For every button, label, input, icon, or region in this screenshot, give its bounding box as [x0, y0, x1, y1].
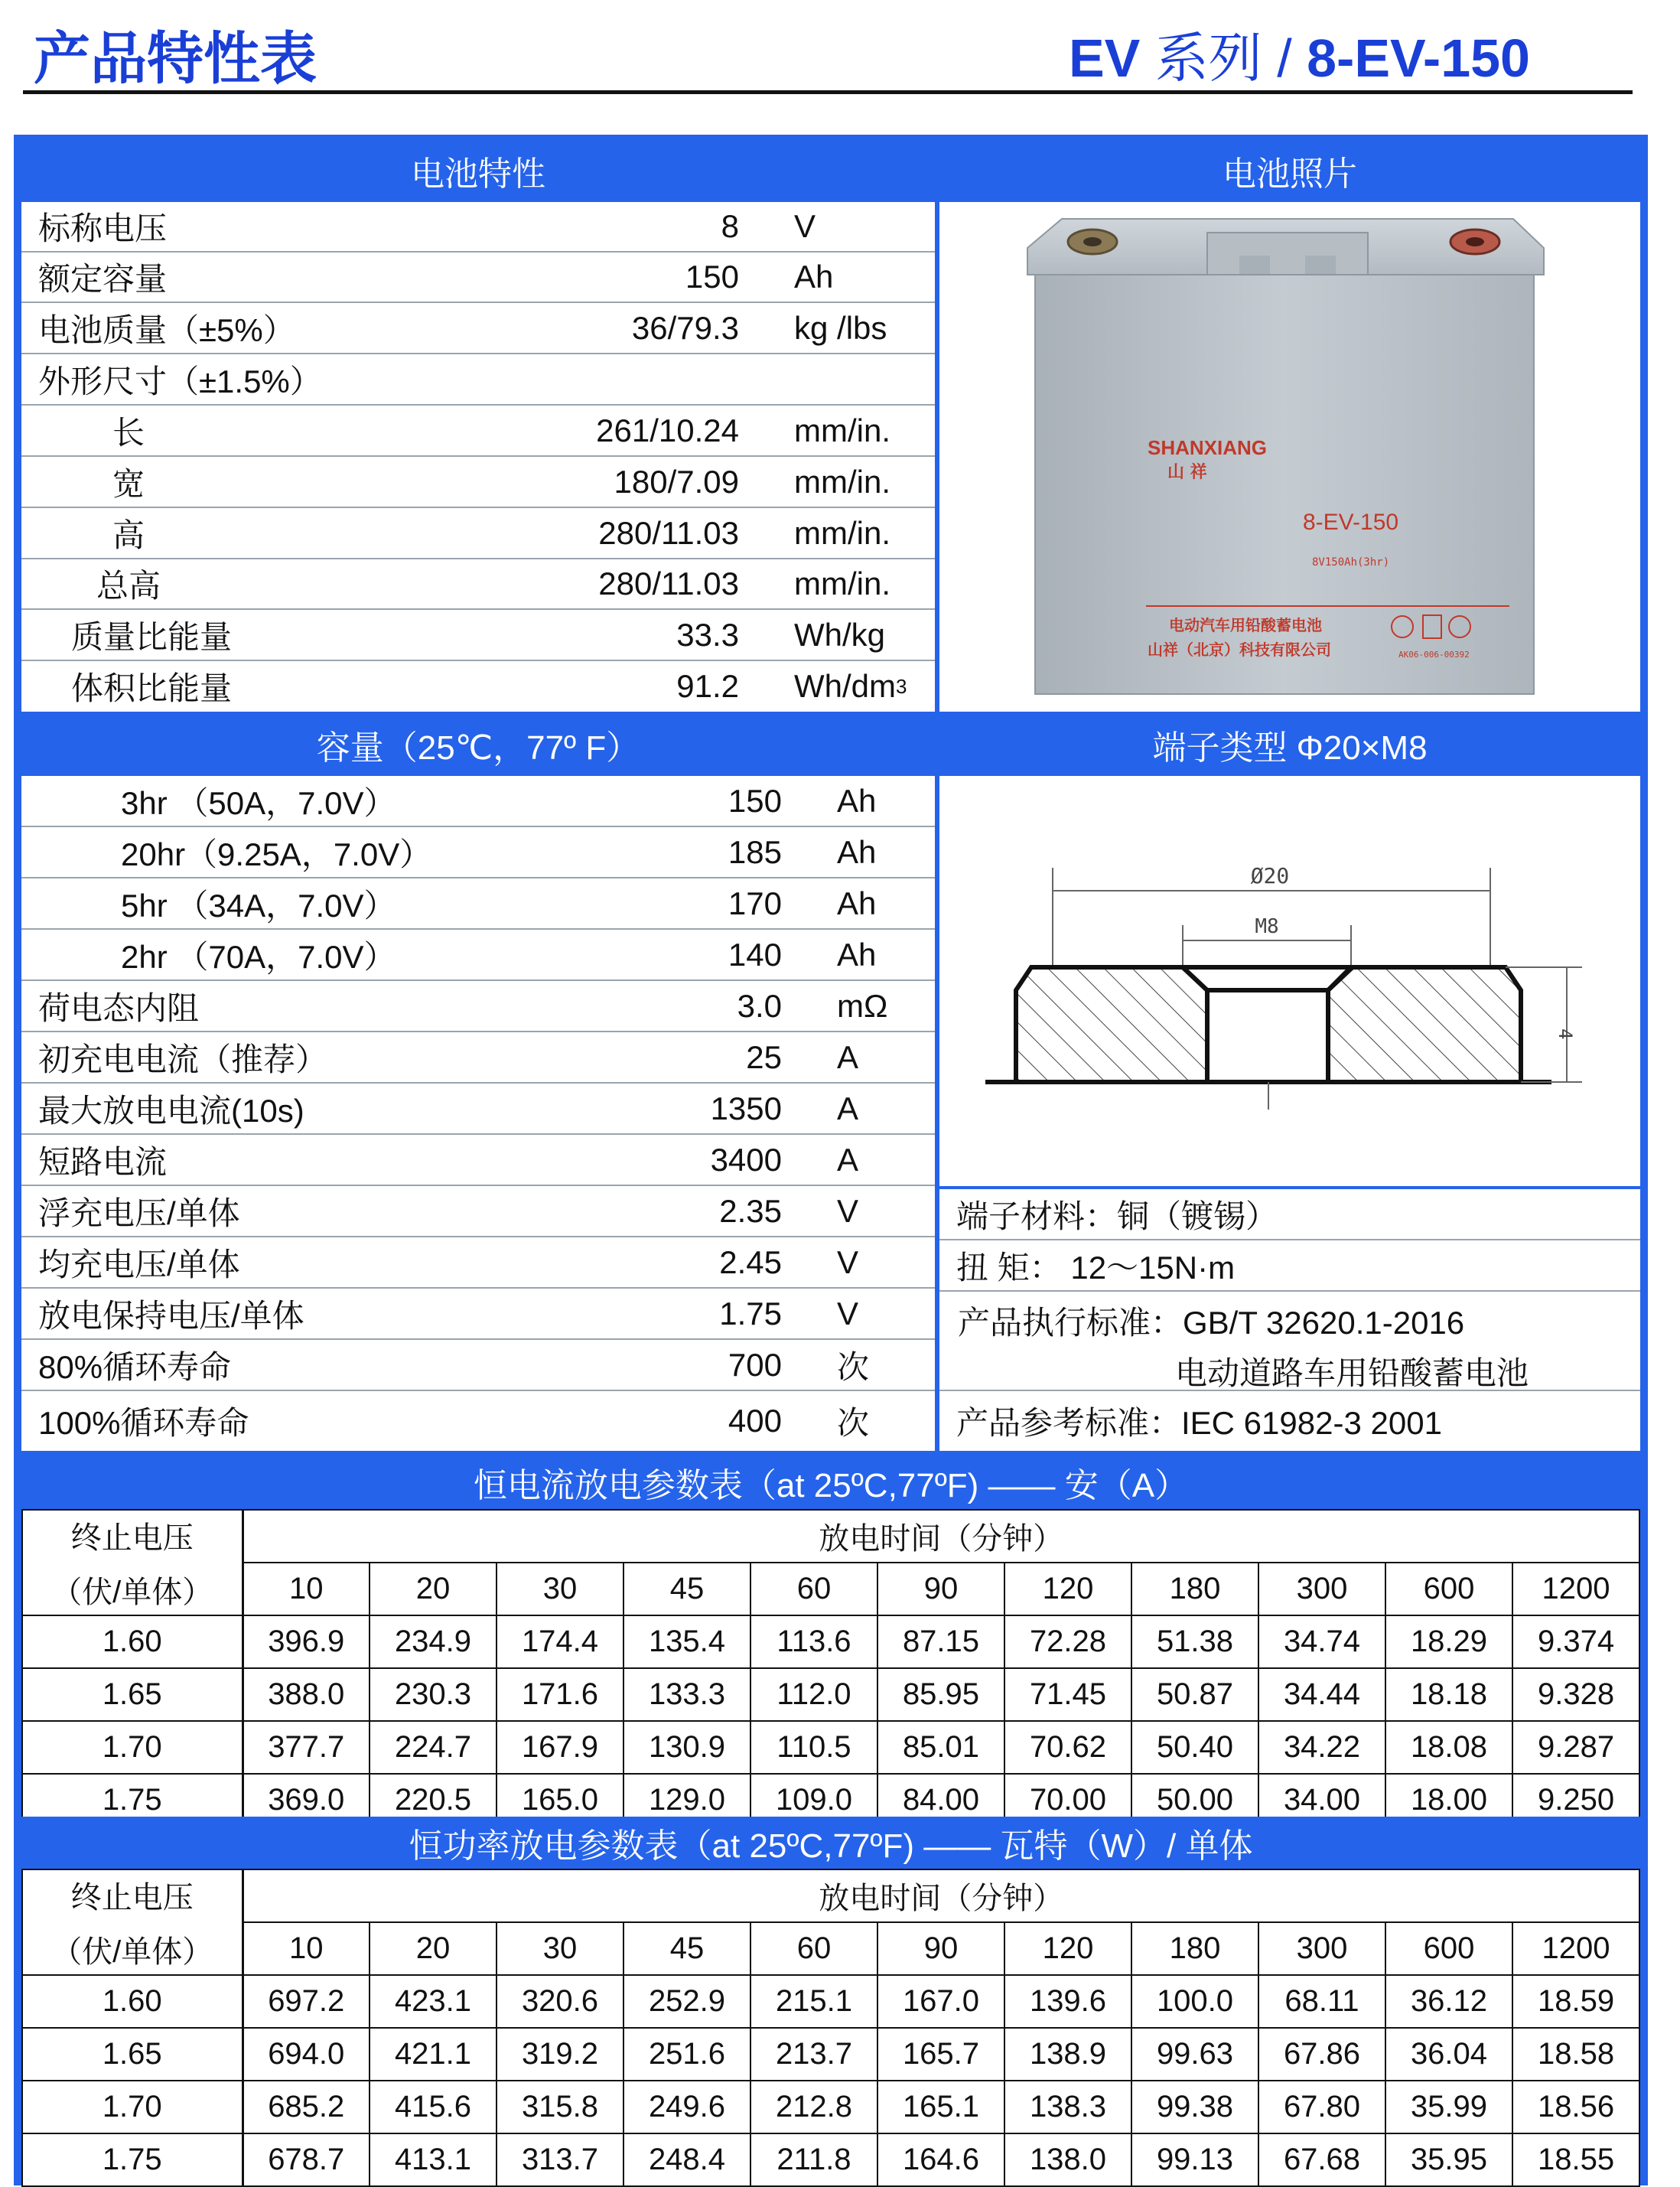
- value-cell: 138.0: [1004, 2133, 1131, 2186]
- time-header: 10: [243, 1563, 370, 1615]
- table-row: [22, 1721, 1639, 1774]
- spec-row: [21, 559, 935, 610]
- value-cell: 36.12: [1385, 1975, 1512, 2028]
- dim-height-label: 4: [1555, 1028, 1576, 1040]
- capacity-row: [21, 827, 935, 878]
- value-cell: 18.55: [1512, 2133, 1639, 2186]
- model-code: 8-EV-150: [1307, 28, 1530, 88]
- spec-label: 宽: [112, 465, 145, 502]
- capacity-label: 80%循环寿命: [38, 1348, 232, 1385]
- capacity-row: [21, 1186, 935, 1237]
- photo-rating: 8V150Ah(3hr): [1312, 556, 1390, 569]
- value-cell: 413.1: [370, 2133, 497, 2186]
- value-cell: 139.6: [1004, 1975, 1131, 2028]
- value-cell: 130.9: [623, 1721, 750, 1774]
- value-cell: 315.8: [497, 2081, 623, 2133]
- value-cell: 234.9: [370, 1615, 497, 1668]
- terminal-reference: 产品参考标准：IEC 61982-3 2001: [956, 1405, 1442, 1441]
- capacity-label: 荷电态内阻: [38, 989, 200, 1026]
- time-header: 45: [623, 1922, 750, 1975]
- battery-section-title: 电池特性: [21, 142, 935, 199]
- spec-value: 36/79.3: [631, 309, 739, 346]
- capacity-value: 2.35: [719, 1192, 782, 1229]
- value-cell: 369.0: [243, 1774, 370, 1827]
- capacity-row: [21, 878, 935, 930]
- terminal-info-row: [939, 1189, 1640, 1240]
- spec-label: 额定容量: [38, 261, 168, 297]
- time-header: 10: [243, 1922, 370, 1975]
- value-cell: 18.58: [1512, 2028, 1639, 2081]
- terminal-info-panel: [939, 1189, 1640, 1451]
- value-cell: 18.18: [1385, 1668, 1512, 1721]
- capacity-value: 700: [728, 1346, 782, 1383]
- time-header: 180: [1131, 1563, 1258, 1615]
- time-header: 300: [1258, 1922, 1385, 1975]
- spec-label: 总高: [96, 568, 161, 604]
- terminal-standard-line1: 产品执行标准：GB/T 32620.1-2016: [958, 1305, 1465, 1341]
- time-header: 1200: [1512, 1922, 1639, 1975]
- capacity-value: 1350: [710, 1090, 782, 1126]
- capacity-unit: Ah: [837, 885, 877, 921]
- value-cell: 165.1: [877, 2081, 1004, 2133]
- spec-value: 91.2: [676, 668, 739, 704]
- value-cell: 313.7: [497, 2133, 623, 2186]
- voltage-header-line1: 终止电压: [70, 1521, 194, 1555]
- spec-value: 150: [685, 259, 739, 295]
- time-header: 600: [1385, 1922, 1512, 1975]
- spec-row: [21, 610, 935, 661]
- value-cell: 84.00: [877, 1774, 1004, 1827]
- spec-unit: mm/in.: [794, 463, 890, 500]
- value-cell: 18.59: [1512, 1975, 1639, 2028]
- value-cell: 138.3: [1004, 2081, 1131, 2133]
- capacity-row: [21, 1340, 935, 1391]
- value-cell: 72.28: [1004, 1615, 1131, 1668]
- capacity-value: 185: [728, 833, 782, 870]
- capacity-unit: Ah: [837, 936, 877, 973]
- time-header: 30: [497, 1563, 623, 1615]
- capacity-unit: V: [837, 1243, 859, 1280]
- value-cell: 135.4: [623, 1615, 750, 1668]
- value-cell: 167.9: [497, 1721, 623, 1774]
- spec-label: 质量比能量: [70, 618, 232, 655]
- capacity-row: [21, 1084, 935, 1135]
- voltage-header-cell: [22, 1510, 243, 1615]
- capacity-unit: Ah: [837, 833, 877, 870]
- cc-table-panel: [21, 1509, 1640, 1817]
- value-cell: 34.22: [1258, 1721, 1385, 1774]
- value-cell: 9.250: [1512, 1774, 1639, 1827]
- value-cell: 71.45: [1004, 1668, 1131, 1721]
- value-cell: 18.00: [1385, 1774, 1512, 1827]
- terminal-bore: [1183, 967, 1351, 1082]
- time-header: 600: [1385, 1563, 1512, 1615]
- value-cell: 697.2: [243, 1975, 370, 2028]
- value-cell: 9.328: [1512, 1668, 1639, 1721]
- spec-label: 标称电压: [38, 210, 168, 246]
- capacity-value: 3.0: [737, 987, 782, 1024]
- capacity-unit: V: [837, 1192, 859, 1229]
- spec-value: 280/11.03: [598, 514, 739, 551]
- header-rule: [23, 90, 1633, 94]
- spec-unit: mm/in.: [794, 565, 890, 601]
- value-cell: 9.374: [1512, 1615, 1639, 1668]
- spec-unit: V: [794, 208, 816, 244]
- value-cell: 421.1: [370, 2028, 497, 2081]
- cc-table-title: 恒电流放电参数表（at 25ºC,77ºF) —— 安（A）: [21, 1455, 1640, 1509]
- value-cell: 18.56: [1512, 2081, 1639, 2133]
- photo-section-title: 电池照片: [939, 142, 1640, 199]
- value-cell: 113.6: [750, 1615, 877, 1668]
- spec-label: 高: [112, 517, 145, 553]
- value-cell: 138.9: [1004, 2028, 1131, 2081]
- time-header: 180: [1131, 1922, 1258, 1975]
- table-row: [22, 1615, 1639, 1668]
- value-cell: 110.5: [750, 1721, 877, 1774]
- value-cell: 165.7: [877, 2028, 1004, 2081]
- value-cell: 248.4: [623, 2133, 750, 2186]
- capacity-value: 400: [728, 1403, 782, 1439]
- capacity-value: 1.75: [719, 1295, 782, 1331]
- capacity-label: 2hr （70A，7.0V）: [121, 938, 396, 975]
- spec-label: 体积比能量: [70, 670, 232, 706]
- time-header: 90: [877, 1922, 1004, 1975]
- voltage-header-line2: （伏/单体）: [51, 1576, 213, 1609]
- capacity-label: 20hr（9.25A，7.0V）: [121, 836, 432, 872]
- battery-photo-panel: [939, 202, 1640, 712]
- value-cell: 685.2: [243, 2081, 370, 2133]
- capacity-unit: mΩ: [837, 987, 888, 1024]
- spec-unit: mm/in.: [794, 412, 890, 448]
- value-cell: 396.9: [243, 1615, 370, 1668]
- dim-inner-label: M8: [1255, 915, 1279, 938]
- value-cell: 35.95: [1385, 2133, 1512, 2186]
- spec-sheet-frame: [14, 135, 1648, 2185]
- value-cell: 34.44: [1258, 1668, 1385, 1721]
- end-voltage-cell: 1.65: [22, 2028, 243, 2081]
- time-header: 60: [750, 1922, 877, 1975]
- value-cell: 678.7: [243, 2133, 370, 2186]
- capacity-label: 放电保持电压/单体: [38, 1297, 304, 1334]
- photo-code: AK06-006-00392: [1398, 650, 1470, 660]
- unit-base: Wh/dm: [794, 668, 897, 704]
- value-cell: 35.99: [1385, 2081, 1512, 2133]
- spec-row: [21, 457, 935, 508]
- capacity-unit: A: [837, 1038, 859, 1075]
- value-cell: 70.62: [1004, 1721, 1131, 1774]
- capacity-row: [21, 1391, 935, 1451]
- capacity-value: 3400: [710, 1141, 782, 1178]
- capacity-value: 25: [746, 1038, 782, 1075]
- table-row: [22, 1668, 1639, 1721]
- spec-unit: Ah: [794, 259, 834, 295]
- capacity-value: 170: [728, 885, 782, 921]
- value-cell: 694.0: [243, 2028, 370, 2081]
- capacity-label: 初充电电流（推荐）: [38, 1041, 328, 1077]
- spec-unit: Wh/kg: [794, 616, 886, 653]
- value-cell: 50.87: [1131, 1668, 1258, 1721]
- time-header: 120: [1004, 1922, 1131, 1975]
- spec-row: [21, 303, 935, 354]
- spec-unit: kg /lbs: [794, 309, 887, 346]
- spec-value: 33.3: [676, 616, 739, 653]
- time-header: 20: [370, 1922, 497, 1975]
- value-cell: 112.0: [750, 1668, 877, 1721]
- value-cell: 213.7: [750, 2028, 877, 2081]
- end-voltage-cell: 1.70: [22, 2081, 243, 2133]
- value-cell: 174.4: [497, 1615, 623, 1668]
- value-cell: 67.86: [1258, 2028, 1385, 2081]
- value-cell: 36.04: [1385, 2028, 1512, 2081]
- table-row: [22, 2028, 1639, 2081]
- dim-outer-label: Ø20: [1250, 863, 1290, 888]
- spec-value: 261/10.24: [596, 412, 739, 448]
- terminal-drawing: [939, 776, 1640, 1186]
- value-cell: 251.6: [623, 2028, 750, 2081]
- spec-unit: [794, 661, 907, 712]
- value-cell: 109.0: [750, 1774, 877, 1827]
- capacity-unit: A: [837, 1141, 859, 1178]
- spec-row: [21, 202, 935, 253]
- time-header: 90: [877, 1563, 1004, 1615]
- cp-table-title: 恒功率放电参数表（at 25ºC,77ºF) —— 瓦特（W）/ 单体: [21, 1817, 1640, 1869]
- spec-label: 电池质量（±5%）: [38, 311, 295, 348]
- value-cell: 215.1: [750, 1975, 877, 2028]
- end-voltage-cell: 1.70: [22, 1721, 243, 1774]
- value-cell: 211.8: [750, 2133, 877, 2186]
- cc-table: [21, 1509, 1640, 1827]
- time-header: 30: [497, 1922, 623, 1975]
- table-row: [22, 2133, 1639, 2186]
- capacity-row: [21, 1237, 935, 1289]
- capacity-label: 最大放电电流(10s): [38, 1092, 304, 1129]
- value-cell: 87.15: [877, 1615, 1004, 1668]
- value-cell: 34.00: [1258, 1774, 1385, 1827]
- capacity-label: 3hr （50A，7.0V）: [121, 784, 396, 821]
- capacity-label: 均充电压/单体: [38, 1246, 240, 1283]
- end-voltage-cell: 1.75: [22, 2133, 243, 2186]
- end-voltage-cell: 1.65: [22, 1668, 243, 1721]
- value-cell: 85.95: [877, 1668, 1004, 1721]
- value-cell: 212.8: [750, 2081, 877, 2133]
- end-voltage-cell: 1.75: [22, 1774, 243, 1827]
- spec-value: 280/11.03: [598, 565, 739, 601]
- capacity-row: [21, 776, 935, 827]
- terminal-info-row: [939, 1292, 1640, 1391]
- time-header: 120: [1004, 1563, 1131, 1615]
- photo-label-line1: 电动汽车用铅酸蓄电池: [1169, 616, 1322, 634]
- capacity-unit: 次: [837, 1348, 870, 1385]
- spec-row: [21, 253, 935, 303]
- value-cell: 67.68: [1258, 2133, 1385, 2186]
- value-cell: 171.6: [497, 1668, 623, 1721]
- capacity-label: 5hr （34A，7.0V）: [121, 887, 396, 924]
- capacity-label: 短路电流: [38, 1143, 168, 1180]
- time-header: 300: [1258, 1563, 1385, 1615]
- value-cell: 167.0: [877, 1975, 1004, 2028]
- voltage-header-line1: 终止电压: [70, 1881, 194, 1915]
- value-cell: 18.29: [1385, 1615, 1512, 1668]
- time-row: [22, 1922, 1639, 1975]
- value-cell: 99.63: [1131, 2028, 1258, 2081]
- value-cell: 165.0: [497, 1774, 623, 1827]
- value-cell: 34.74: [1258, 1615, 1385, 1668]
- capacity-row: [21, 1289, 935, 1340]
- value-cell: 68.11: [1258, 1975, 1385, 2028]
- time-row: [22, 1563, 1639, 1615]
- value-cell: 230.3: [370, 1668, 497, 1721]
- photo-brand-cn: 山 祥: [1167, 463, 1207, 482]
- voltage-header-cell: [22, 1869, 243, 1975]
- value-cell: 320.6: [497, 1975, 623, 2028]
- terminal-body-left: [1016, 967, 1207, 1082]
- terminal-section-title: 端子类型 Φ20×M8: [939, 716, 1640, 773]
- spec-value: 180/7.09: [614, 463, 739, 500]
- terminal-body-right: [1328, 967, 1521, 1082]
- series-word: 系列 /: [1140, 28, 1307, 88]
- value-cell: 133.3: [623, 1668, 750, 1721]
- table-row: [22, 2081, 1639, 2133]
- terminal-standard-line2: 电动道路车用铅酸蓄电池: [1175, 1355, 1529, 1391]
- page-title: 产品特性表: [34, 27, 317, 90]
- value-cell: 18.08: [1385, 1721, 1512, 1774]
- spec-row: [21, 661, 935, 712]
- value-cell: 249.6: [623, 2081, 750, 2133]
- capacity-label: 100%循环寿命: [38, 1405, 249, 1441]
- capacity-row: [21, 1032, 935, 1084]
- capacity-value: 140: [728, 936, 782, 973]
- value-cell: 377.7: [243, 1721, 370, 1774]
- time-header-cell: 放电时间（分钟）: [243, 1510, 1639, 1563]
- battery-photo: [939, 202, 1640, 712]
- value-cell: 100.0: [1131, 1975, 1258, 2028]
- spec-row: [21, 508, 935, 559]
- terminal-drawing-panel: [939, 776, 1640, 1186]
- time-header: 45: [623, 1563, 750, 1615]
- series-title: [1069, 15, 1530, 93]
- spec-row: [21, 406, 935, 457]
- value-cell: 164.6: [877, 2133, 1004, 2186]
- value-cell: 70.00: [1004, 1774, 1131, 1827]
- voltage-header-line2: （伏/单体）: [51, 1935, 213, 1969]
- capacity-row: [21, 1135, 935, 1186]
- capacity-row: [21, 930, 935, 981]
- spec-label: 长: [112, 414, 145, 451]
- value-cell: 129.0: [623, 1774, 750, 1827]
- photo-label-line2: 山祥（北京）科技有限公司: [1148, 640, 1331, 659]
- terminal-material: 端子材料：铜（镀锡）: [956, 1198, 1278, 1234]
- value-cell: 423.1: [370, 1975, 497, 2028]
- value-cell: 99.38: [1131, 2081, 1258, 2133]
- end-voltage-cell: 1.60: [22, 1615, 243, 1668]
- value-cell: 51.38: [1131, 1615, 1258, 1668]
- end-voltage-cell: 1.60: [22, 1975, 243, 2028]
- capacity-value: 2.45: [719, 1243, 782, 1280]
- capacity-label: 浮充电压/单体: [38, 1195, 240, 1231]
- capacity-unit: 次: [837, 1405, 870, 1441]
- value-cell: 9.287: [1512, 1721, 1639, 1774]
- time-header: 1200: [1512, 1563, 1639, 1615]
- photo-model: 8-EV-150: [1303, 510, 1399, 535]
- time-header-cell: 放电时间（分钟）: [243, 1869, 1639, 1922]
- photo-brand: SHANXIANG: [1148, 436, 1268, 459]
- spec-value: 8: [721, 208, 739, 244]
- terminal-torque: 扭 矩： 12～15N·m: [956, 1249, 1236, 1286]
- value-cell: 224.7: [370, 1721, 497, 1774]
- capacity-row: [21, 981, 935, 1032]
- value-cell: 50.00: [1131, 1774, 1258, 1827]
- terminal-info-row: [939, 1240, 1640, 1292]
- table-row: [22, 1975, 1639, 2028]
- terminal-info-row: [939, 1391, 1640, 1451]
- value-cell: 85.01: [877, 1721, 1004, 1774]
- spec-unit: mm/in.: [794, 514, 890, 551]
- time-header: 60: [750, 1563, 877, 1615]
- capacity-unit: Ah: [837, 782, 877, 819]
- value-cell: 319.2: [497, 2028, 623, 2081]
- capacity-value: 150: [728, 782, 782, 819]
- value-cell: 388.0: [243, 1668, 370, 1721]
- spec-row: [21, 354, 935, 406]
- battery-spec-list: [21, 202, 935, 712]
- value-cell: 220.5: [370, 1774, 497, 1827]
- spec-label: 外形尺寸（±1.5%）: [38, 363, 322, 399]
- cp-table-panel: [21, 1869, 1640, 2176]
- value-cell: 415.6: [370, 2081, 497, 2133]
- time-header: 20: [370, 1563, 497, 1615]
- capacity-unit: A: [837, 1090, 859, 1126]
- cp-table: [21, 1869, 1640, 2187]
- series-prefix: EV: [1068, 28, 1141, 88]
- capacity-unit: V: [837, 1295, 859, 1331]
- value-cell: 99.13: [1131, 2133, 1258, 2186]
- capacity-spec-list: [21, 776, 935, 1451]
- unit-superscript: 3: [896, 674, 907, 698]
- value-cell: 67.80: [1258, 2081, 1385, 2133]
- capacity-section-title: 容量（25℃，77º F）: [21, 716, 935, 773]
- value-cell: 252.9: [623, 1975, 750, 2028]
- value-cell: 50.40: [1131, 1721, 1258, 1774]
